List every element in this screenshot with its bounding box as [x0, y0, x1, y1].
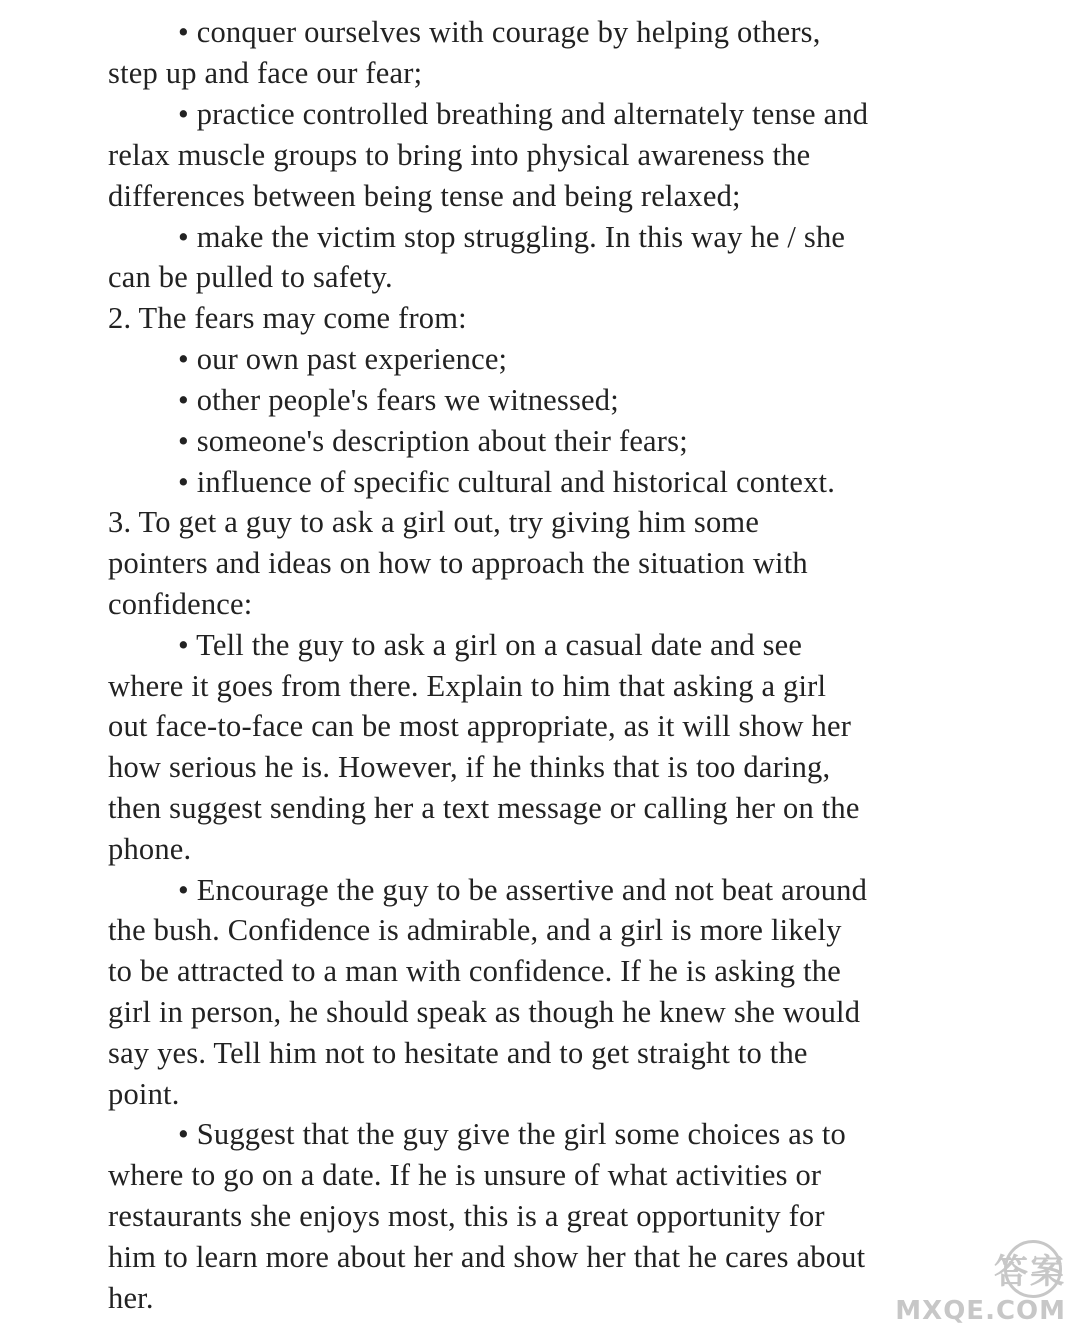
text-line: to be attracted to a man with confidence. If he is asking the	[108, 954, 841, 988]
text-line: • Encourage the guy to be assertive and not beat around	[178, 873, 868, 907]
section-heading: 2. The fears may come from:	[108, 301, 467, 335]
text-line: step up and face our fear;	[108, 56, 423, 90]
text-line: • Suggest that the guy give the girl some choices as to	[178, 1117, 846, 1151]
text-line: her.	[108, 1281, 154, 1315]
section-heading: 3. To get a guy to ask a girl out, try giving him some	[108, 505, 760, 539]
text-line: point.	[108, 1077, 180, 1111]
text-line: how serious he is. However, if he thinks that is too daring,	[108, 750, 831, 784]
text-line: • our own past experience;	[178, 342, 508, 376]
text-line: • influence of specific cultural and historical context.	[178, 465, 836, 499]
text-line: • other people's fears we witnessed;	[178, 383, 619, 417]
text-line: then suggest sending her a text message or calling her on the	[108, 791, 860, 825]
text-line: phone.	[108, 832, 192, 866]
watermark-top-text: 答案	[994, 1252, 1066, 1292]
text-line: • Tell the guy to ask a girl on a casual date and see	[178, 628, 803, 662]
text-line: say yes. Tell him not to hesitate and to get straight to the	[108, 1036, 808, 1070]
text-line: can be pulled to safety.	[108, 260, 393, 294]
text-line: • make the victim stop struggling. In this way he / she	[178, 220, 846, 254]
text-line: differences between being tense and being relaxed;	[108, 179, 741, 213]
text-line: restaurants she enjoys most, this is a great opportunity for	[108, 1199, 825, 1233]
text-line: pointers and ideas on how to approach the situation with	[108, 546, 808, 580]
text-line: the bush. Confidence is admirable, and a girl is more likely	[108, 913, 842, 947]
text-line: • practice controlled breathing and alternately tense and	[178, 97, 869, 131]
text-line: him to learn more about her and show her that he cares about	[108, 1240, 866, 1274]
text-line: out face-to-face can be most appropriate, as it will show her	[108, 709, 852, 743]
site-watermark	[880, 1240, 1070, 1326]
text-line: where to go on a date. If he is unsure of what activities or	[108, 1158, 822, 1192]
text-line: • conquer ourselves with courage by helping others,	[178, 15, 821, 49]
text-line: confidence:	[108, 587, 253, 621]
text-line: girl in person, he should speak as though he knew she would	[108, 995, 861, 1029]
text-line: where it goes from there. Explain to him that asking a girl	[108, 669, 827, 703]
text-line: relax muscle groups to bring into physical awareness the	[108, 138, 811, 172]
text-line: • someone's description about their fears;	[178, 424, 688, 458]
watermark-url: MXQE.COM	[895, 1296, 1066, 1326]
